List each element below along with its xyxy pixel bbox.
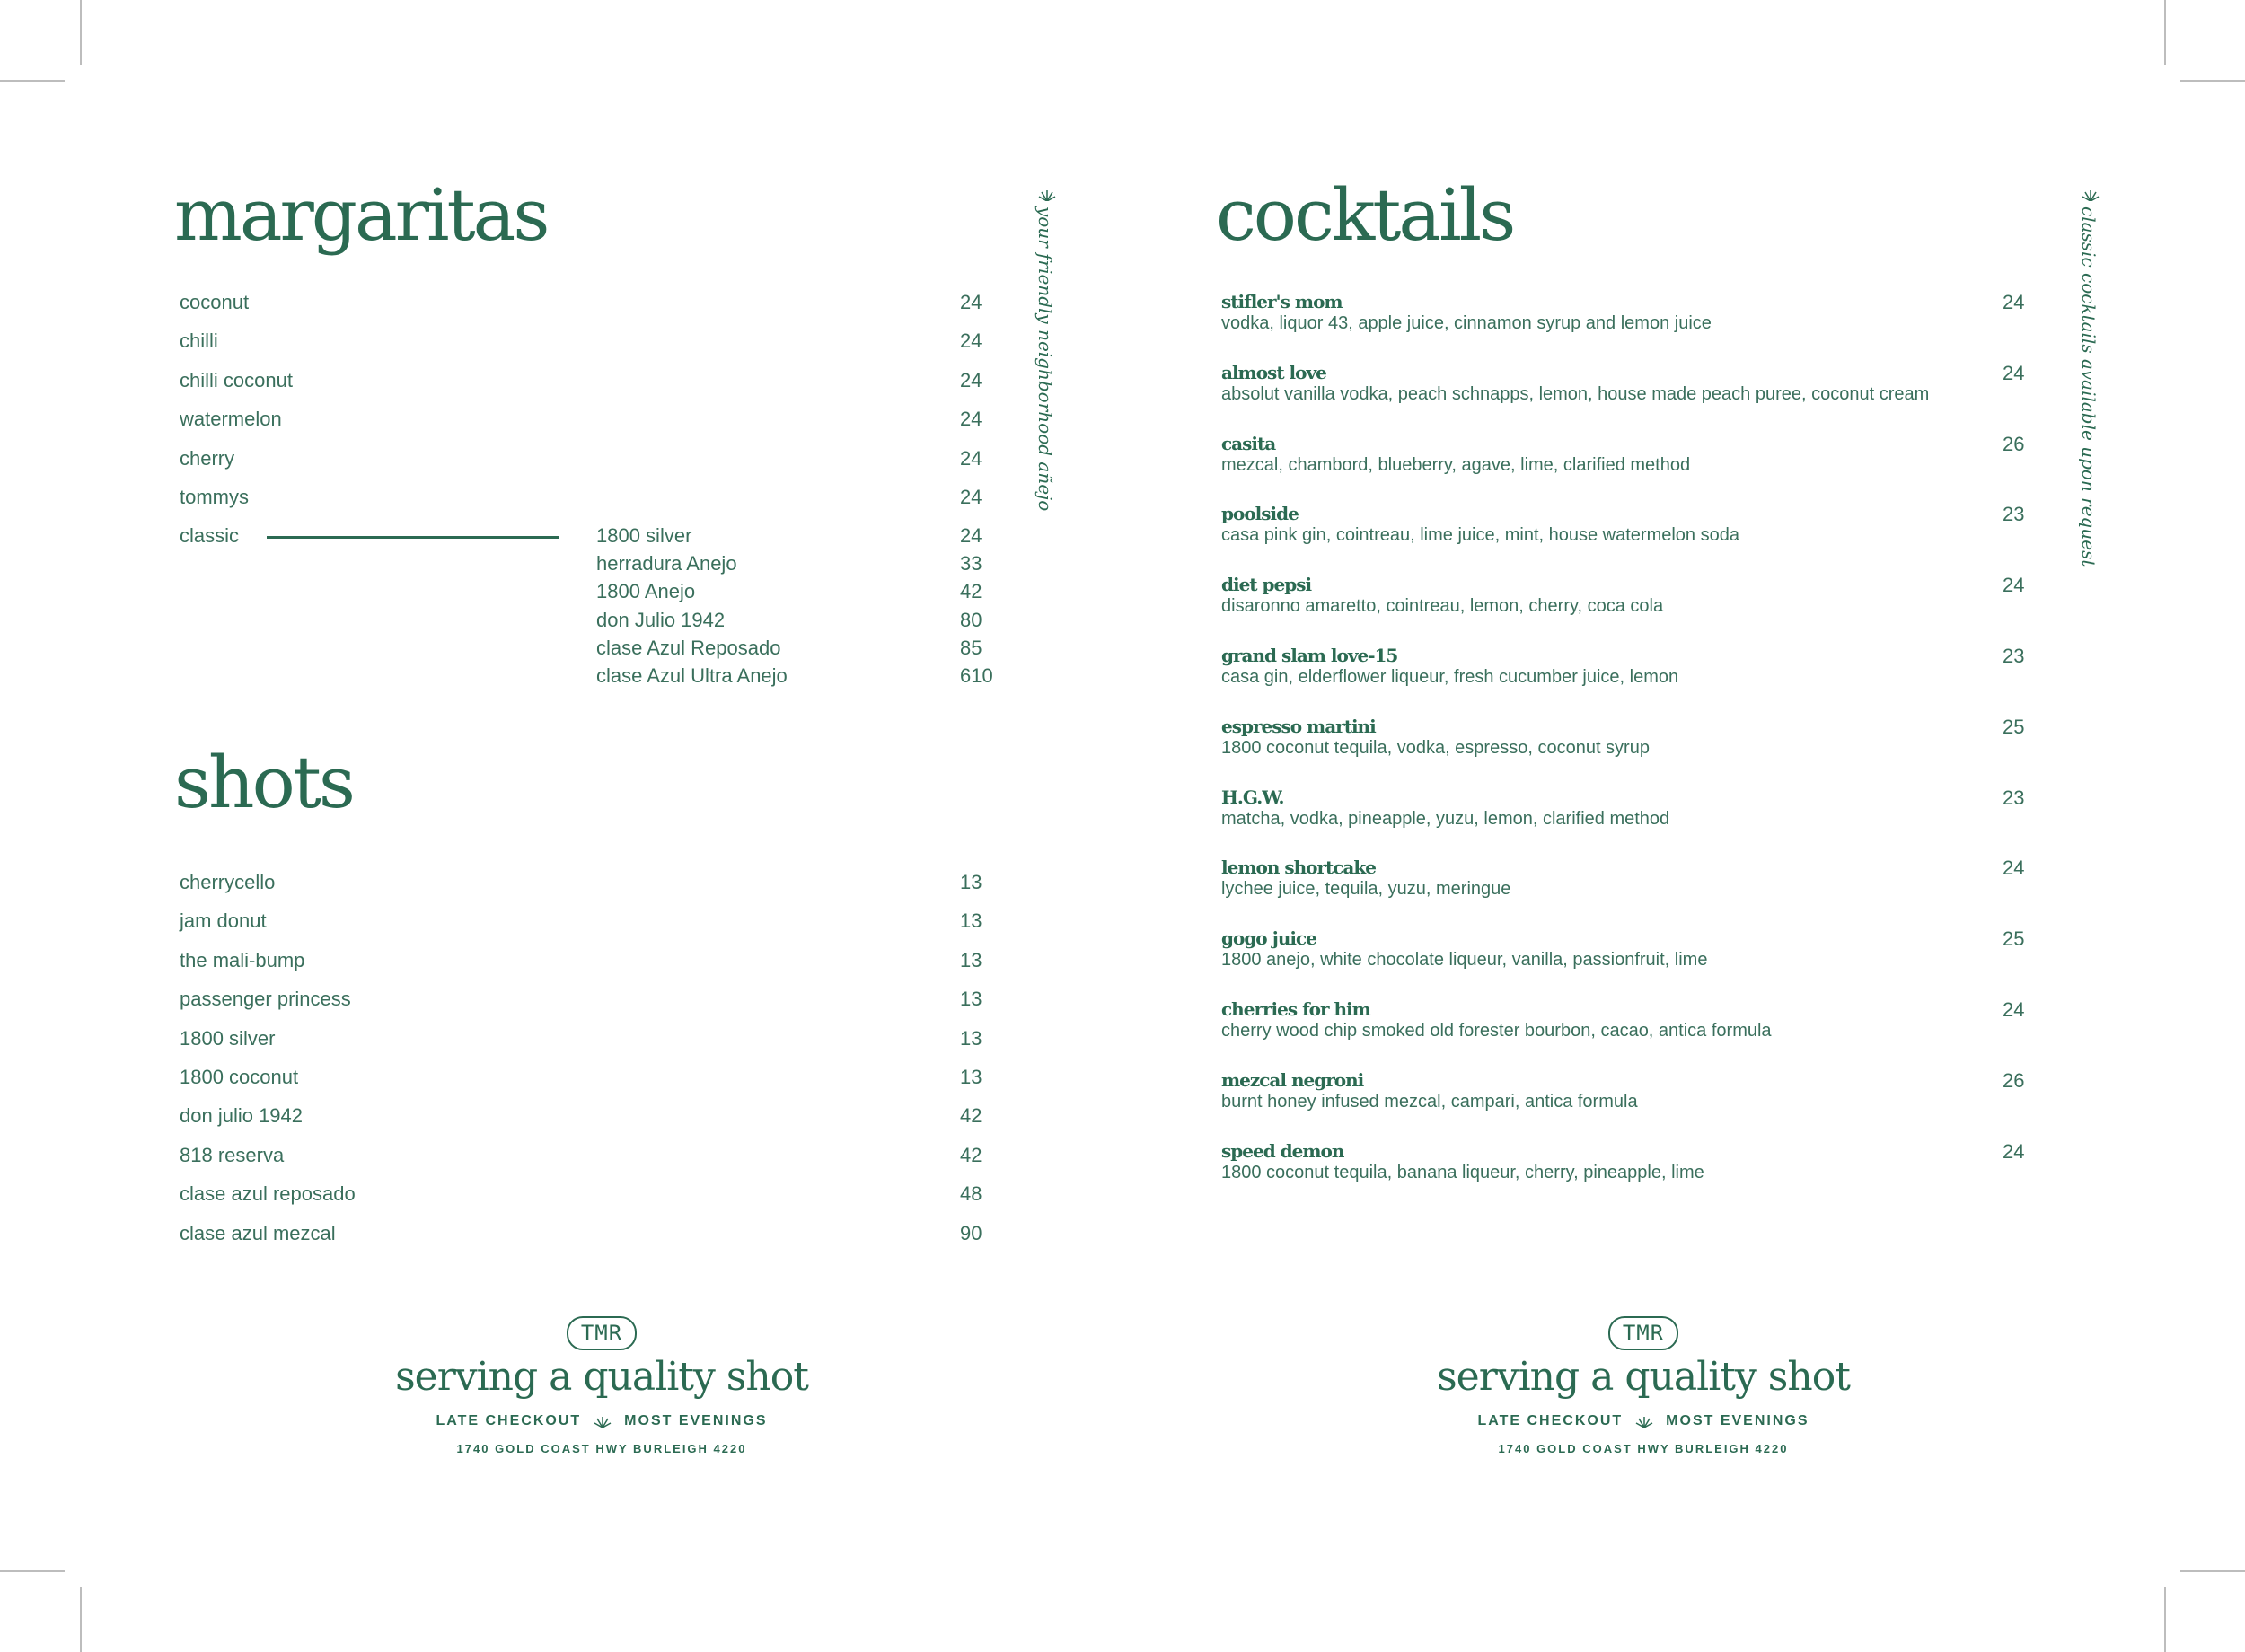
- classic-option-name: 1800 Anejo: [596, 580, 696, 603]
- shot-item-price: 13: [960, 948, 982, 971]
- side-note-text: classic cocktails available upon request: [2078, 206, 2100, 567]
- menu-item-name: tommys: [180, 486, 249, 508]
- cocktail-price: 26: [2003, 1068, 2025, 1092]
- classic-connector-line: [267, 536, 559, 539]
- classic-option-name: clase Azul Reposado: [596, 636, 781, 659]
- menu-item-price: 24: [960, 368, 982, 391]
- cocktail-description: 1800 coconut tequila, vodka, espresso, coconut syrup: [1221, 737, 1650, 758]
- crop-mark: [2164, 1587, 2166, 1652]
- margaritas-heading: margaritas: [174, 173, 548, 257]
- menu-item-name: cherry: [180, 446, 235, 470]
- menu-item-name: classic: [180, 524, 240, 548]
- shot-item-price: 13: [960, 1066, 982, 1088]
- menu-item-price: 24: [960, 446, 982, 470]
- crop-mark: [2164, 0, 2166, 65]
- cocktail-description: absolut vanilla vodka, peach schnapps, lemon, house made peach puree, coconut cream: [1221, 383, 1930, 404]
- classic-option-price: 33: [960, 552, 982, 576]
- agave-icon: [1635, 1415, 1653, 1428]
- cocktail-price: 26: [2003, 432, 2025, 455]
- classic-option-price: 85: [960, 636, 982, 659]
- shot-item-name: 1800 silver: [180, 1026, 276, 1050]
- menu-item-name: watermelon: [180, 408, 282, 431]
- cocktail-price: 23: [2003, 645, 2025, 667]
- cocktails-side-note: [2078, 189, 2100, 567]
- shot-item-price: 13: [960, 1026, 982, 1050]
- cocktail-description: 1800 coconut tequila, banana liqueur, cherry, pineapple, lime: [1221, 1162, 1704, 1182]
- cocktail-description: 1800 anejo, white chocolate liqueur, vanilla, passionfruit, lime: [1221, 950, 1708, 971]
- agave-icon: [2082, 189, 2100, 201]
- cocktail-name: lemon shortcake: [1221, 857, 1376, 879]
- most-evenings-label: MOST EVENINGS: [624, 1413, 768, 1429]
- tmr-logo: TMR: [567, 1316, 637, 1350]
- cocktail-description: matcha, vodka, pineapple, yuzu, lemon, clarified method: [1221, 808, 1670, 829]
- cocktail-name: speed demon: [1221, 1139, 1344, 1162]
- shot-item-name: 818 reserva: [180, 1143, 285, 1166]
- late-checkout-label: LATE CHECKOUT: [1477, 1413, 1624, 1429]
- cocktails-heading: cocktails: [1216, 173, 1514, 257]
- agave-icon: [594, 1415, 612, 1428]
- cocktail-price: 24: [2003, 1139, 2025, 1163]
- late-checkout-label: LATE CHECKOUT: [436, 1413, 582, 1429]
- shot-item-price: 48: [960, 1182, 982, 1206]
- cocktail-description: cherry wood chip smoked old forester bourbon, cacao, antica formula: [1221, 1021, 1772, 1041]
- cocktail-price: 23: [2003, 503, 2025, 526]
- shot-item-price: 13: [960, 988, 982, 1011]
- cocktail-name: gogo juice: [1221, 927, 1316, 950]
- cocktail-name: poolside: [1221, 503, 1299, 525]
- shot-item-name: clase azul reposado: [180, 1182, 356, 1206]
- crop-mark: [2180, 80, 2245, 82]
- tmr-logo: TMR: [1608, 1316, 1678, 1350]
- shot-item-name: passenger princess: [180, 988, 351, 1011]
- shot-item-name: the mali-bump: [180, 948, 305, 971]
- cocktail-price: 24: [2003, 291, 2025, 313]
- classic-option-price: 42: [960, 580, 982, 603]
- menu-item-price: 24: [960, 291, 982, 313]
- shot-item-name: clase azul mezcal: [180, 1221, 336, 1244]
- classic-option-price: 24: [960, 524, 982, 547]
- menu-item-price: 24: [960, 408, 982, 431]
- crop-mark: [2180, 1570, 2245, 1572]
- cocktail-price: 24: [2003, 361, 2025, 384]
- classic-option-name: clase Azul Ultra Anejo: [596, 664, 788, 687]
- cocktail-name: H.G.W.: [1221, 786, 1284, 808]
- classic-option-name: herradura Anejo: [596, 552, 737, 576]
- footer-right: [1329, 1316, 1958, 1455]
- cocktail-name: casita: [1221, 432, 1276, 454]
- shot-item-name: 1800 coconut: [180, 1066, 299, 1088]
- cocktail-name: stifler's mom: [1221, 291, 1343, 312]
- menu-item-price: 24: [960, 330, 982, 353]
- shot-item-price: 13: [960, 909, 982, 933]
- cocktail-price: 24: [2003, 574, 2025, 597]
- cocktail-price: 25: [2003, 927, 2025, 951]
- most-evenings-label: MOST EVENINGS: [1666, 1413, 1809, 1429]
- footer-meta: [287, 1413, 916, 1429]
- address: 1740 GOLD COAST HWY BURLEIGH 4220: [1498, 1442, 1789, 1456]
- shot-item-price: 42: [960, 1104, 982, 1128]
- cocktail-description: vodka, liquor 43, apple juice, cinnamon syrup and lemon juice: [1221, 313, 1712, 333]
- classic-option-price: 80: [960, 608, 982, 631]
- shot-item-price: 42: [960, 1143, 982, 1166]
- menu-item-name: chilli coconut: [180, 368, 293, 391]
- margaritas-side-note: [1034, 189, 1056, 511]
- classic-option-name: don Julio 1942: [596, 608, 726, 631]
- crop-mark: [80, 0, 82, 65]
- footer-left: [287, 1316, 916, 1455]
- cocktail-name: diet pepsi: [1221, 574, 1312, 596]
- footer-meta: [1329, 1413, 1958, 1429]
- cocktail-name: grand slam love-15: [1221, 645, 1398, 666]
- classic-option-price: 610: [960, 664, 993, 687]
- shot-item-price: 13: [960, 871, 982, 893]
- shot-item-name: cherrycello: [180, 871, 276, 893]
- cocktail-name: almost love: [1221, 361, 1326, 383]
- tagline: serving a quality shot: [395, 1354, 808, 1400]
- menu-item-name: coconut: [180, 291, 250, 313]
- side-note-text: your friendly neighborhood añejo: [1034, 206, 1056, 512]
- cocktail-description: casa gin, elderflower liqueur, fresh cucumber juice, lemon: [1221, 667, 1679, 687]
- cocktail-description: mezcal, chambord, blueberry, agave, lime, clarified method: [1221, 454, 1691, 475]
- crop-mark: [0, 1570, 65, 1572]
- menu-item-price: 24: [960, 486, 982, 508]
- cocktail-price: 24: [2003, 857, 2025, 880]
- crop-mark: [80, 1587, 82, 1652]
- cocktail-price: 23: [2003, 786, 2025, 809]
- cocktail-name: cherries for him: [1221, 998, 1370, 1020]
- shots-heading: shots: [174, 741, 353, 824]
- cocktail-description: disaronno amaretto, cointreau, lemon, cherry, coca cola: [1221, 596, 1664, 617]
- shot-item-name: jam donut: [180, 909, 267, 933]
- cocktail-name: espresso martini: [1221, 715, 1376, 737]
- shot-item-price: 90: [960, 1221, 982, 1244]
- menu-item-name: chilli: [180, 330, 218, 353]
- cocktail-name: mezcal negroni: [1221, 1068, 1364, 1091]
- cocktail-price: 24: [2003, 998, 2025, 1021]
- classic-option-name: 1800 silver: [596, 524, 692, 547]
- shot-item-name: don julio 1942: [180, 1104, 304, 1128]
- cocktail-description: casa pink gin, cointreau, lime juice, mint, house watermelon soda: [1221, 525, 1739, 546]
- tagline: serving a quality shot: [1437, 1354, 1850, 1400]
- crop-mark: [0, 80, 65, 82]
- agave-icon: [1038, 189, 1056, 201]
- cocktail-description: lychee juice, tequila, yuzu, meringue: [1221, 879, 1511, 900]
- cocktail-description: burnt honey infused mezcal, campari, antica formula: [1221, 1091, 1638, 1112]
- address: 1740 GOLD COAST HWY BURLEIGH 4220: [456, 1442, 747, 1456]
- cocktail-price: 25: [2003, 715, 2025, 738]
